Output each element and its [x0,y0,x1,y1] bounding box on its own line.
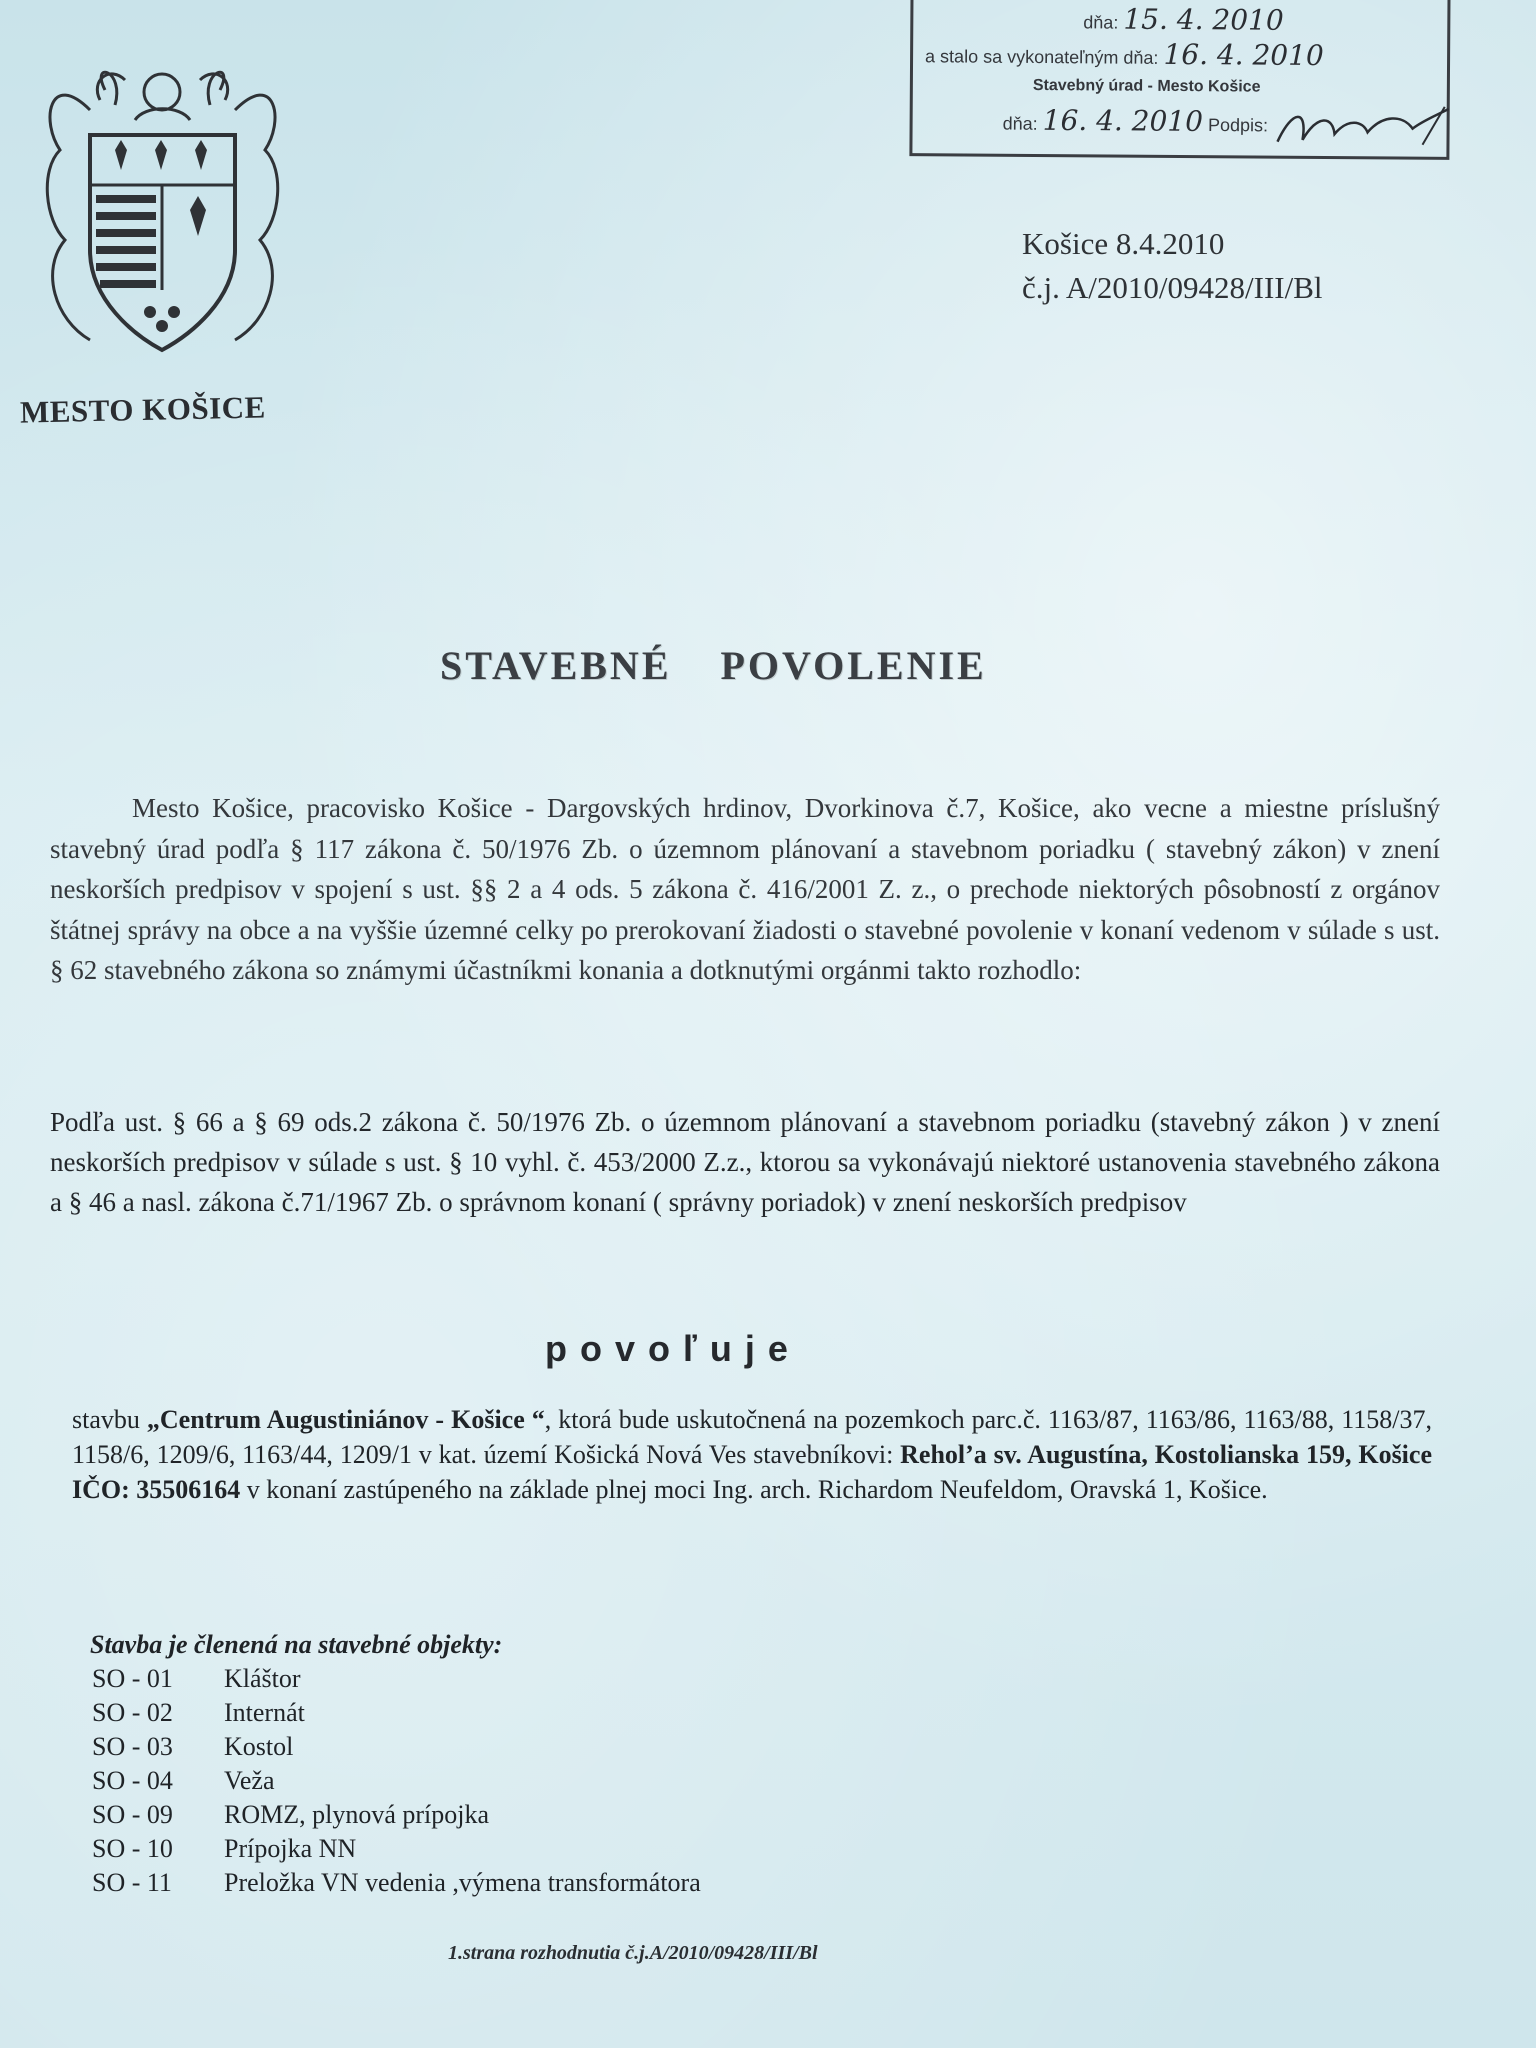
stamp-row-enforceable: a stalo sa vykonateľným dňa: 16. 4. 2010 [925,37,1324,73]
organization-name: MESTO KOŠICE [19,389,267,430]
stamp-handwritten-date: 15. 4. 2010 [1123,2,1284,37]
document-reference-number: č.j. A/2010/09428/III/Bl [1022,270,1323,305]
validity-stamp [909,0,1450,160]
list-item: SO - 01 Kláštor [92,1664,301,1693]
legal-basis-paragraph: Podľa ust. § 66 a § 69 ods.2 zákona č. 50/1976 Zb. o územnom plánovaní a stavebnom poriadku (stavebný zákon ) v znení neskorších predpisov v súlade s ust. § 10 vyhl. č. 453/2000 Z.z., ktorou sa vykonávajú niektoré ustanovenia stavebného zákona a § 46 a nasl. zákona č.71/1967 Zb. o správnom konaní ( správny poriadok) v znení neskorších predpisov [50,1107,1440,1217]
list-item: SO - 11 Preložka VN vedenia ,výmena transformátora [92,1868,701,1897]
list-item: SO - 02 Internát [92,1698,305,1727]
coat-of-arms-logo [30,50,295,370]
document-date: Košice 8.4.2010 [1022,226,1225,261]
permit-details-paragraph: stavbu „Centrum Augustiniánov - Košice “, ktorá bude uskutočnená na pozemkoch parc.č. 1163/87, 1163/86, 1163/88, 1158/37, 1158/6, 1209/6, 1163/44, 1209/1 v kat. území Košická Nová Ves stavebníkovi: Reholʼa sv. Augustína, Kostolianska 159, Košice IČO: 35506164 v konaní zastúpeného na základe plnej moci Ing. arch. Richardom Neufeldom, Oravská 1, Košice. [72,1405,1433,1504]
list-item: SO - 10 Prípojka NN [92,1834,357,1863]
decision-heading: povoľuje [545,1328,801,1369]
stamp-row-date: dňa: 15. 4. 2010 [1083,2,1284,37]
date-reference-block [1022,222,1323,310]
stamp-handwritten-enforceable-date: 16. 4. 2010 [1163,37,1324,73]
project-name: „Centrum Augustiniánov - Košice “ [146,1405,545,1434]
building-objects-list [92,1628,701,1900]
list-item: SO - 09 ROMZ, plynová prípojka [92,1800,490,1829]
builder-name: Reholʼa sv. Augustína, Kostolianska 159, Košice IČO: 35506164 [72,1440,1432,1504]
list-item: SO - 04 Veža [92,1766,275,1795]
stamp-authority: Stavebný úrad - Mesto Košice [1032,76,1261,96]
intro-paragraph: Mesto Košice, pracovisko Košice - Dargovských hrdinov, Dvorkinova č.7, Košice, ako vecne a miestne príslušný stavebný úrad podľa § 117 zákona č. 50/1976 Zb. o územnom plánovaní a stavebnom poriadku ( stavebný zákon) v znení neskorších predpisov v spojení s ust. §§ 2 a 4 ods. 5 zákona č. 416/2001 Z. z., o prechode niektorých pôsobností z orgánov štátnej správy na obce a na vyššie územné celky po prerokovaní žiadosti o stavebné povolenie v konaní vedenom v súlade s ust. § 62 stavebného zákona so známymi účastníkmi konania a dotknutými orgánmi takto rozhodlo: [50,793,1440,985]
objects-heading: Stavba je členená na stavebné objekty: [90,1630,503,1659]
signature-scribble [1273,104,1453,151]
list-item: SO - 03 Kostol [92,1732,294,1761]
stamp-handwritten-sign-date: 16. 4. 2010 [1042,103,1204,138]
document-title: STAVEBNÉ POVOLENIE [440,643,987,688]
stamp-row-signature: dňa: 16. 4. 2010 Podpis: [1002,102,1453,151]
page-footer: 1.strana rozhodnutia č.j.A/2010/09428/III/Bl [448,1942,818,1964]
